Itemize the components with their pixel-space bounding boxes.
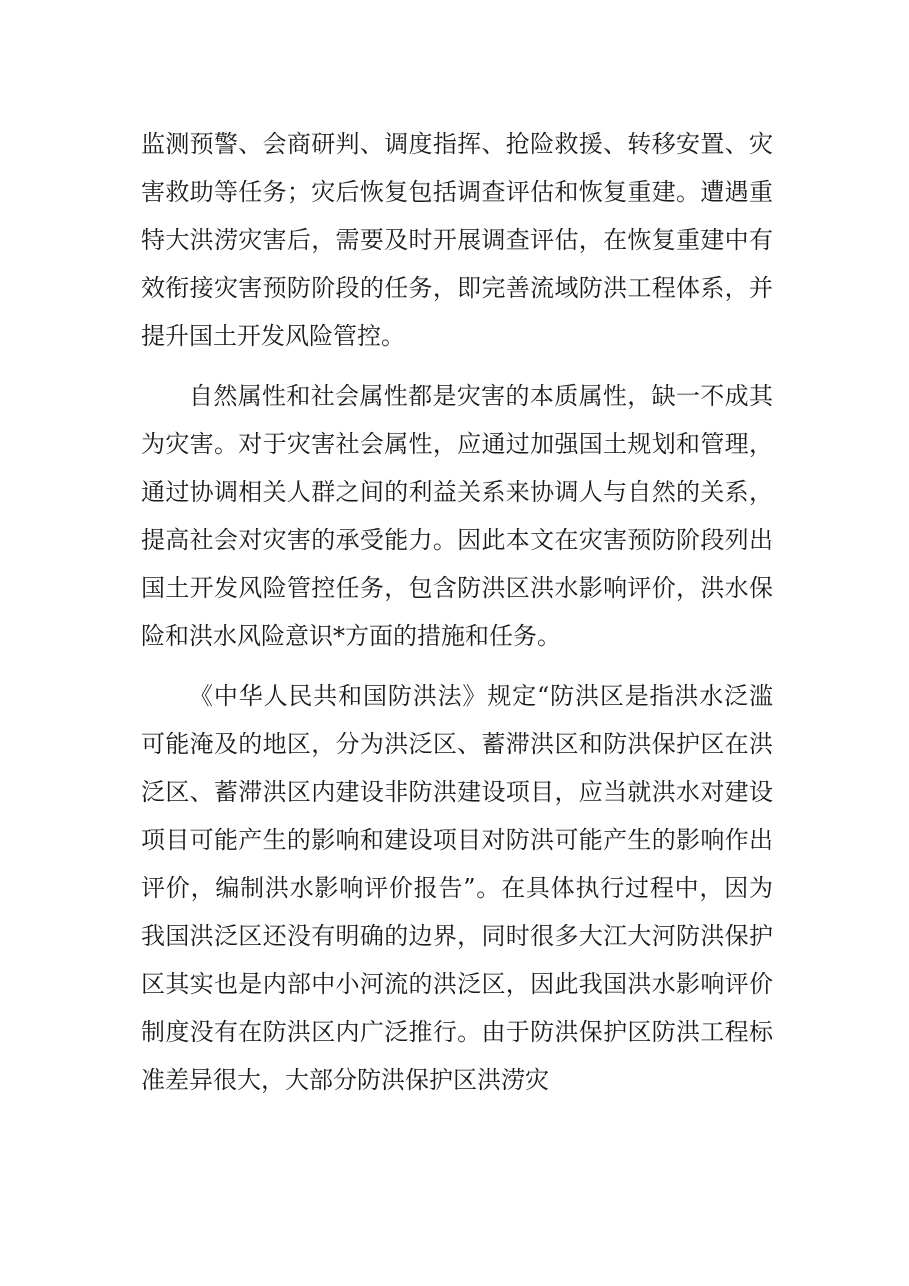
body-text	[141, 120, 773, 1116]
paragraph-continued: 监测预警、会商研判、调度指挥、抢险救援、转移安置、灾害救助等任务；灾后恢复包括调查评估和恢复重建。遭遇重特大洪涝灾害后，需要及时开展调查评估，在恢复重建中有效衔接灾害预防阶段的任务，即完善流域防洪工程体系，并提升国土开发风险管控。	[141, 130, 773, 350]
paragraph-disaster-attributes: 自然属性和社会属性都是灾害的本质属性，缺一不成其为灾害。对于灾害社会属性，应通过加强国土规划和管理，通过协调相关人群之间的利益关系来协调人与自然的关系，提高社会对灾害的承受能力。因此本文在灾害预防阶段列出国土开发风险管控任务，包含防洪区洪水影响评价，洪水保险和洪水风险意识*方面的措施和任务。	[141, 382, 773, 650]
paragraph-flood-control-law: 《中华人民共和国防洪法》规定“防洪区是指洪水泛滥可能淹及的地区，分为洪泛区、蓄滞洪区和防洪保护区在洪泛区、蓄滞洪区内建设非防洪建设项目，应当就洪水对建设项目可能产生的影响和建设项目对防洪可能产生的影响作出评价，编制洪水影响评价报告”。在具体执行过程中，因为我国洪泛区还没有明确的边界，同时很多大江大河防洪保护区其实也是内部中小河流的洪泛区，因此我国洪水影响评价制度没有在防洪区内广泛推行。由于防洪保护区防洪工程标准差异很大，大部分防洪保护区洪涝灾	[141, 682, 773, 1094]
